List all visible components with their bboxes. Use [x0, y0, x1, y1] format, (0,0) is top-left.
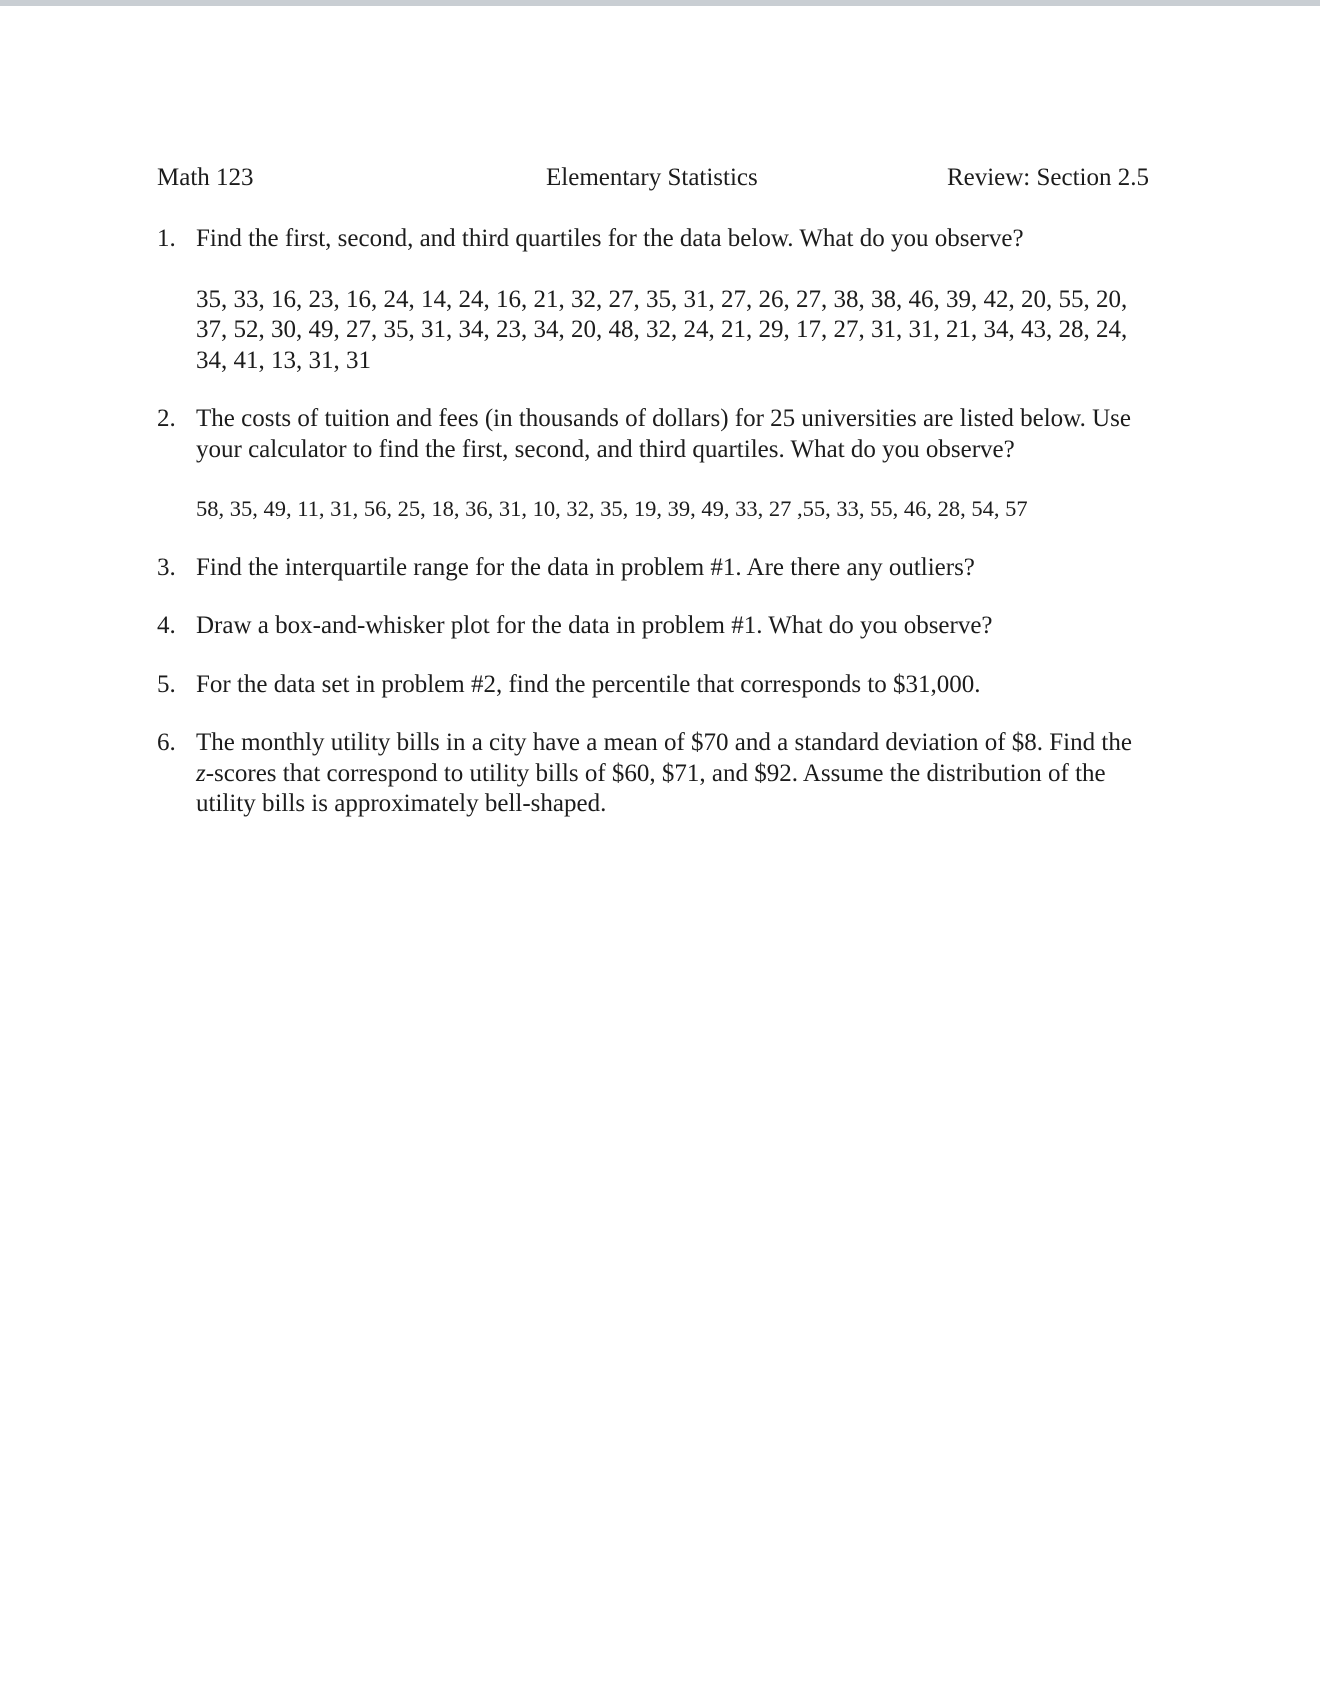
z-variable: z [196, 759, 206, 787]
problem-data: 35, 33, 16, 23, 16, 24, 14, 24, 16, 21, 32, 27, 35, 31, 27, 26, 27, 38, 38, 46, 39, 42, 20, 55, 20, 37, 52, 30, 49, 27, 35, 31, 34, 23, 34, 20, 48, 32, 24, 21, 29, 17, 27, 31, 31, 21, 34, 43, 28, 24, 34, 41, 13, 31, 31 [196, 285, 1128, 374]
problem-number: 6. [157, 729, 176, 756]
problem-number: 5. [157, 670, 176, 698]
problem-6 [157, 728, 1149, 820]
section-label: Review: Section 2.5 [946, 164, 1149, 191]
worksheet-page [157, 163, 1149, 820]
problem-text: Find the interquartile range for the data in problem #1. Are there any outliers? [196, 553, 975, 581]
problem-number: 1. [157, 225, 176, 252]
problem-number: 2. [157, 405, 176, 432]
problem-list [157, 224, 1149, 820]
problem-text: For the data set in problem #2, find the percentile that corresponds to $31,000. [196, 670, 981, 698]
problem-data: 58, 35, 49, 11, 31, 56, 25, 18, 36, 31, 10, 32, 35, 19, 39, 49, 33, 27 ,55, 33, 55, 46, 28, 54, 57 [196, 496, 1028, 521]
problem-number: 4. [157, 612, 176, 639]
course-name: Math 123 [157, 164, 254, 191]
page-header [157, 163, 1149, 197]
problem-text [196, 728, 1149, 820]
problem-text: The costs of tuition and fees (in thousands of dollars) for 25 universities are listed below. Use your calculator to find the first, second, and third quartiles. What do you observe? [196, 405, 1131, 463]
problem-3 [157, 553, 1149, 584]
problem-text: Find the first, second, and third quartiles for the data below. What do you observe? [196, 225, 1024, 252]
problem-text: Draw a box-and-whisker plot for the data in problem #1. What do you observe? [196, 612, 993, 639]
top-border [0, 0, 1320, 6]
problem-1 [157, 224, 1149, 376]
subject-title: Elementary Statistics [546, 164, 758, 191]
problem-number: 3. [157, 553, 176, 581]
problem-text-part: -scores that correspond to utility bills of $60, $71, and $92. Assume the distribution of the utility bills is approximately bell-shaped. [196, 759, 1106, 817]
problem-2 [157, 404, 1149, 525]
problem-4 [157, 611, 1149, 642]
problem-text-part: The monthly utility bills in a city have a mean of $70 and a standard deviation of $8. Find the [196, 729, 1132, 756]
problem-5 [157, 670, 1149, 701]
